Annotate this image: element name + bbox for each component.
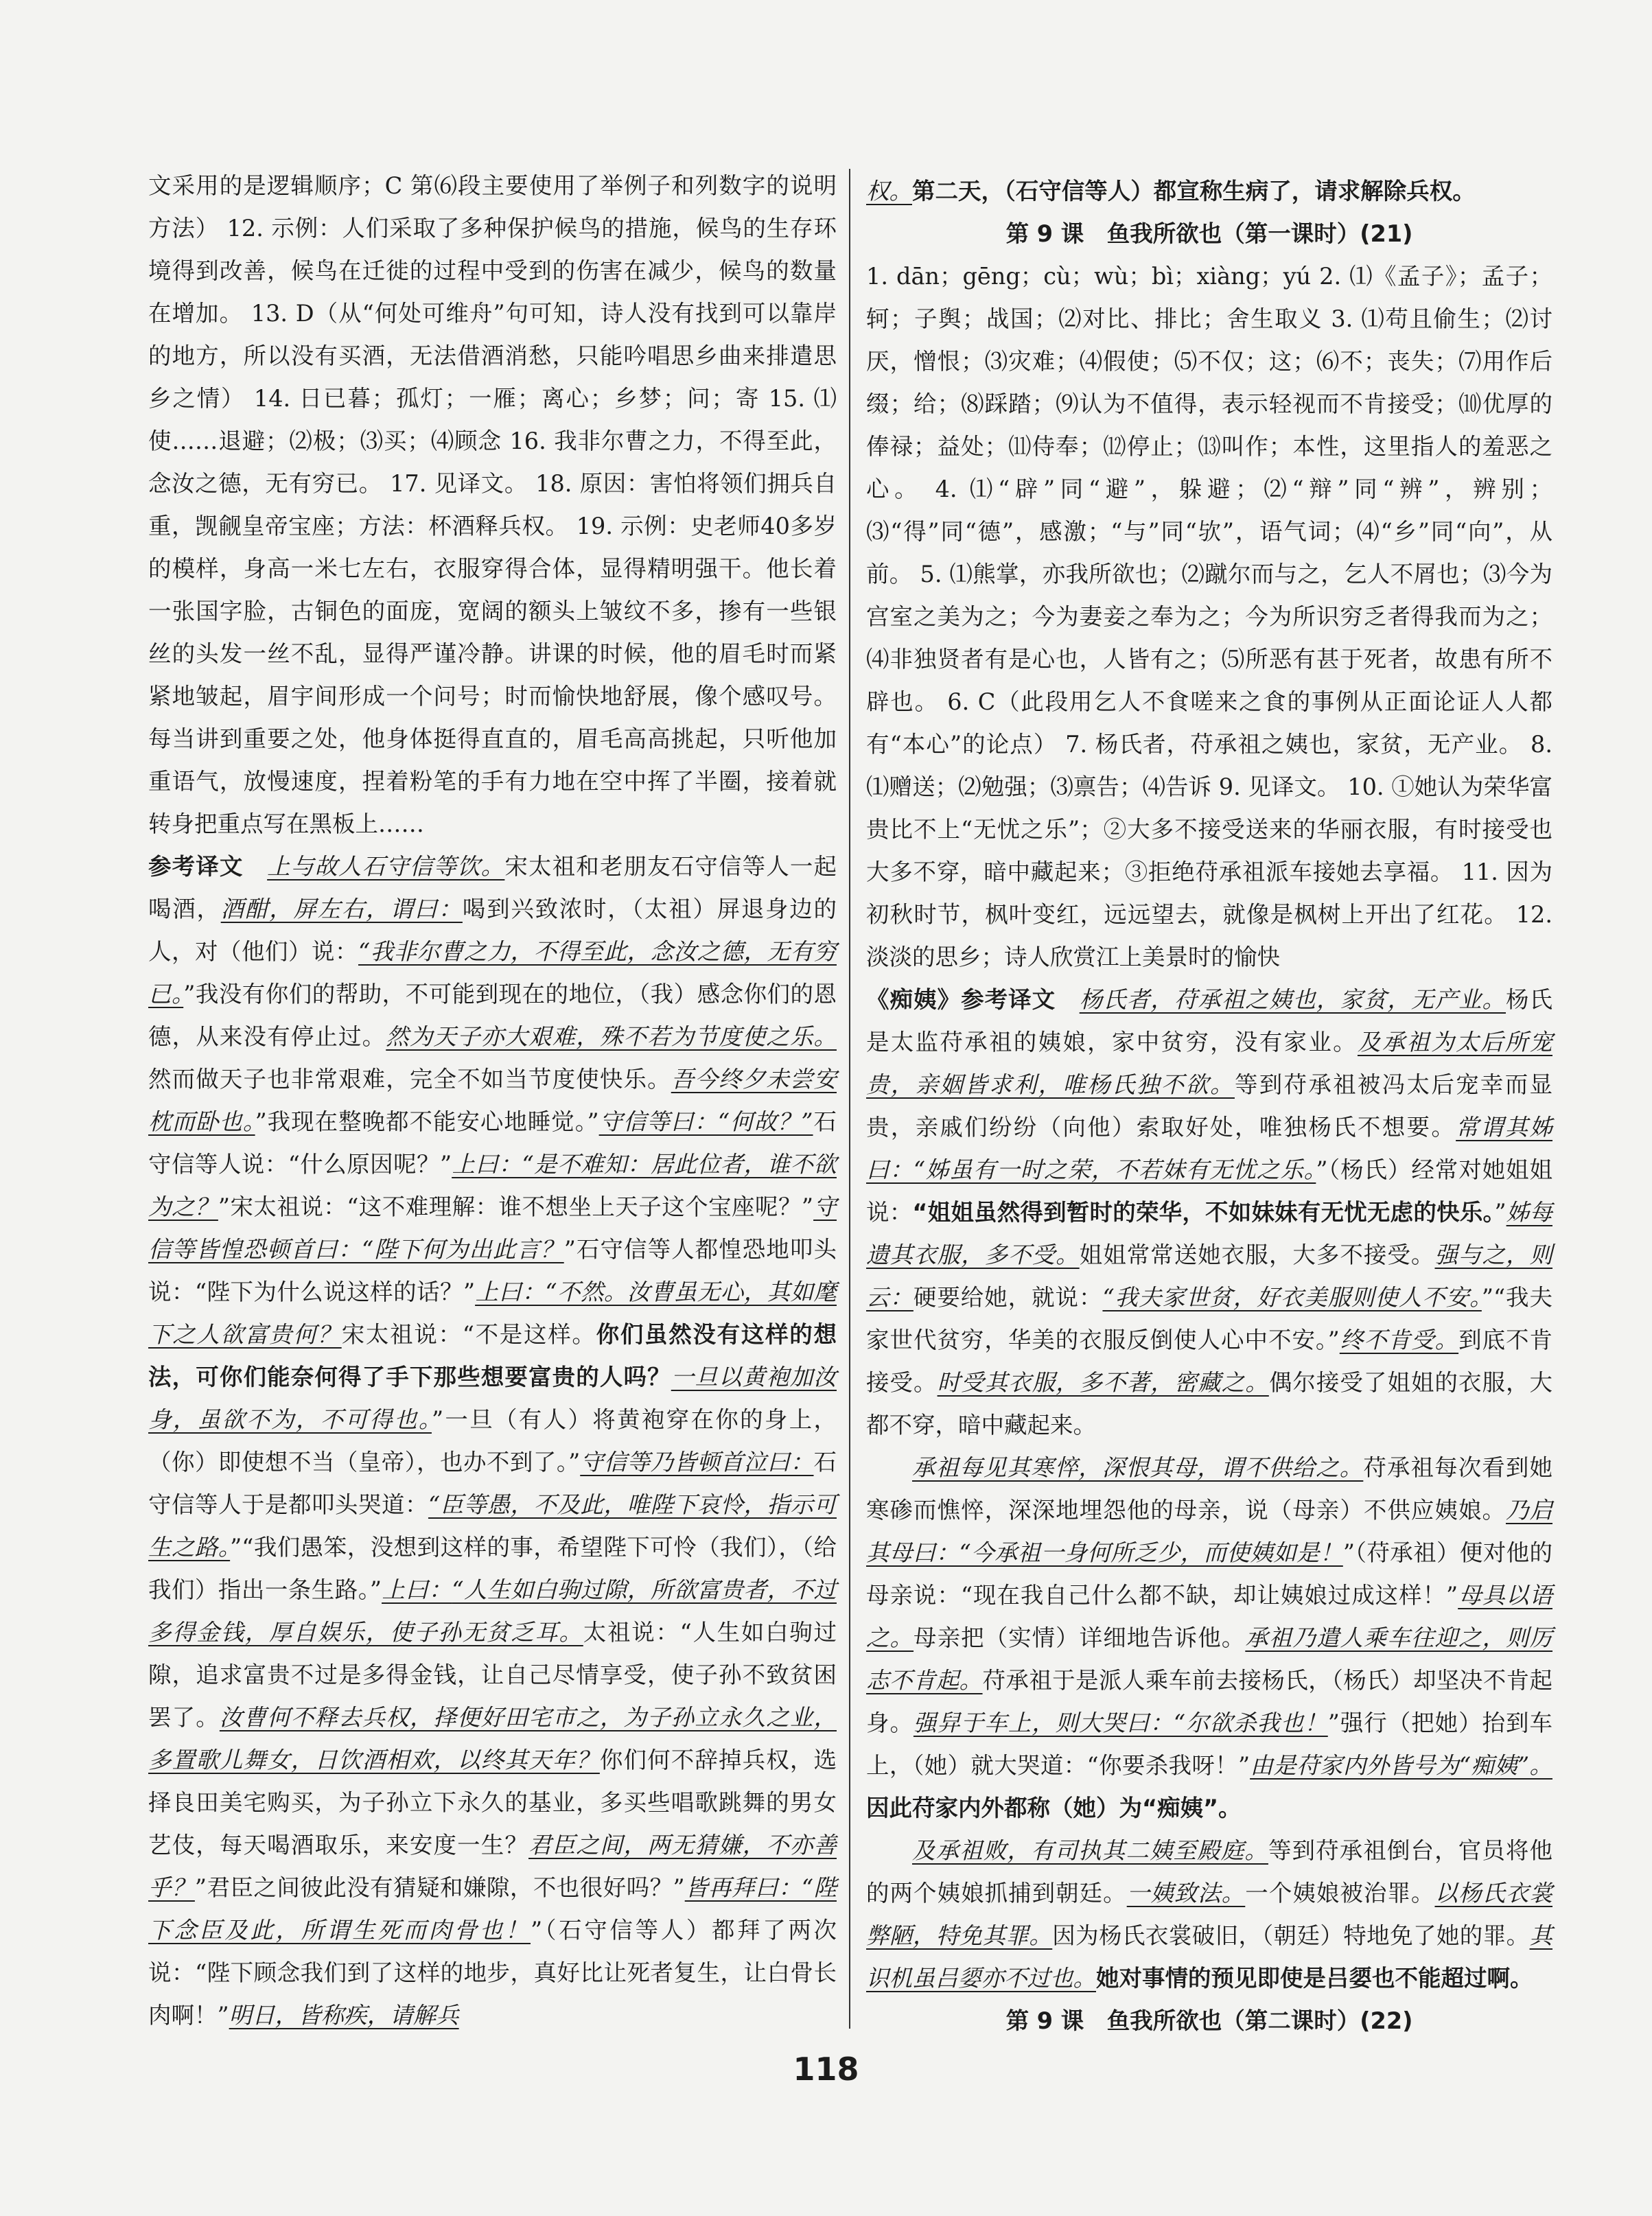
lesson-heading-1: 第 9 课 鱼我所欲也（第一课时）(21) (1005, 220, 1413, 247)
translation-continued: 权。第二天，（石守信等人）都宣称生病了，请求解除兵权。 (866, 178, 1476, 205)
aunt-translation: 《痴姨》参考译文 杨氏者，苻承祖之姨也，家贫，无产业。杨氏是太监苻承祖的姨娘，家中贫穷，没有家业。及承祖为太后所宠贵，亲姻皆求利，唯杨氏独不欲。等到苻承祖被冯太后宠幸而显贵，亲戚们纷纷（向他）索取好处，唯独杨氏不想要。常谓其姊曰：“姊虽有一时之荣，不若妹有无忧之乐。”（杨氏）经常对她姐姐说：“姐姐虽然得到暂时的荣华，不如妹妹有无忧无虑的快乐。”姊每遗其衣服，多不受。姐姐常常送她衣服，大多不接受。强与之，则云：硬要给她，就说：“我夫家世贫，好衣美服则使人不安。”“我夫家世代贫穷，华美的衣服反倒使人心中不安。”终不肯受。到底不肯接受。时受其衣服，多不著，密藏之。偶尔接受了姐姐的衣服，大都不穿，暗中藏起来。 (866, 986, 1553, 1438)
left-column (148, 165, 837, 2037)
aunt-paragraph-3: 及承祖败，有司执其二姨至殿庭。等到苻承祖倒台，官员将他的两个姨娘抓捕到朝廷。一姨致法。一个姨娘被治罪。以杨氏衣裳弊陋，特免其罪。因为杨氏衣裳破旧，（朝廷）特地免了她的罪。其识机虽吕媭亦不过也。她对事情的预见即使是吕媭也不能超过啊。 (866, 1837, 1553, 1992)
aunt-paragraph-2: 承祖每见其寒悴，深恨其母，谓不供给之。苻承祖每次看到她寒碜而憔悴，深深地埋怨他的母亲，说（母亲）不供应姨娘。乃启其母曰：“今承祖一身何所乏少，而使姨如是！”（苻承祖）便对他的母亲说：“现在我自己什么都不缺，却让姨娘过成这样！”母具以语之。母亲把（实情）详细地告诉他。承祖乃遣人乘车往迎之，则厉志不肯起。苻承祖于是派人乘车前去接杨氏，（杨氏）却坚决不肯起身。强舁于车上，则大哭曰：“尔欲杀我也！”强行（把她）抬到车上，（她）就大哭道：“你要杀我呀！”由是苻家内外皆号为“痴姨”。因此苻家内外都称（她）为“痴姨”。 (866, 1454, 1553, 1821)
reference-translation: 参考译文 上与故人石守信等饮。宋太祖和老朋友石守信等人一起喝酒，酒酣，屏左右，谓曰：喝到兴致浓时，（太祖）屏退身边的人，对（他们）说：“我非尔曹之力，不得至此，念汝之德，无有穷已。”我没有你们的帮助，不可能到现在的地位，（我）感念你们的恩德，从来没有停止过。然为天子亦大艰难，殊不若为节度使之乐。然而做天子也非常艰难，完全不如当节度使快乐。吾今终夕未尝安枕而卧也。”我现在整晚都不能安心地睡觉。”守信等曰：“何故？”石守信等人说：“什么原因呢？”上曰：“是不难知：居此位者，谁不欲为之？”宋太祖说：“这不难理解：谁不想坐上天子这个宝座呢？”守信等皆惶恐顿首曰：“陛下何为出此言？”石守信等人都惶恐地叩头说：“陛下为什么说这样的话？”上曰：“不然。汝曹虽无心，其如麾下之人欲富贵何？宋太祖说：“不是这样。你们虽然没有这样的想法，可你们能奈何得了手下那些想要富贵的人吗？一旦以黄袍加汝身，虽欲不为，不可得也。”一旦（有人）将黄袍穿在你的身上，（你）即使想不当（皇帝），也办不到了。”守信等乃皆顿首泣曰：石守信等人于是都叩头哭道：“臣等愚，不及此，唯陛下哀怜，指示可生之路。”“我们愚笨，没想到这样的事，希望陛下可怜（我们），（给我们）指出一条生路。”上曰：“人生如白驹过隙，所欲富贵者，不过多得金钱，厚自娱乐，使子孙无贫乏耳。太祖说：“人生如白驹过隙，追求富贵不过是多得金钱，让自己尽情享受，使子孙不致贫困罢了。汝曹何不释去兵权，择便好田宅市之，为子孙立永久之业，多置歌儿舞女，日饮酒相欢，以终其天年？你们何不辞掉兵权，选择良田美宅购买，为子孙立下永久的基业，多买些唱歌跳舞的男女艺伎，每天喝酒取乐，来安度一生？君臣之间，两无猜嫌，不亦善乎？”君臣之间彼此没有猜疑和嫌隙，不也很好吗？”皆再拜曰：“陛下念臣及此，所谓生死而肉骨也！”（石守信等人）都拜了两次说：“陛下顾念我们到了这样的地步，真好比让死者复生，让白骨长肉啊！”明日，皆称疾，请解兵 (148, 853, 837, 2029)
answer-block-right: 1. dān；gēng；cù；wù；bì；xiàng；yú 2. ⑴《孟子》；孟子；轲；子舆；战国；⑵对比、排比；舍生取义 3. ⑴苟且偷生；⑵讨厌，憎恨；⑶灾难；⑷假使；⑸不仅；这；⑹不；丧失；⑺用作后缀；给；⑻踩踏；⑼认为不值得，表示轻视而不肯接受；⑽优厚的俸禄；益处；⑾侍奉；⑿停止；⒀叫作；本性，这里指人的羞恶之心。 4. ⑴“辟”同“避”，躲避；⑵“辩”同“辨”，辨别；⑶“得”同“德”，感激；“与”同“欤”，语气词；⑷“乡”同“向”，从前。 5. ⑴熊掌，亦我所欲也；⑵蹴尔而与之，乞人不屑也；⑶今为宫室之美为之；今为妻妾之奉为之；今为所识穷乏者得我而为之；⑷非独贤者有是心也，人皆有之；⑸所恶有甚于死者，故患有所不辟也。 6. C（此段用乞人不食嗟来之食的事例从正面论证人人都有“本心”的论点） 7. 杨氏者，苻承祖之姨也，家贫，无产业。 8. ⑴赠送；⑵勉强；⑶禀告；⑷告诉 9. 见译文。 10. ①她认为荣华富贵比不上“无忧之乐”；②大多不接受送来的华丽衣服，有时接受也大多不穿，暗中藏起来；③拒绝苻承祖派车接她去享福。 11. 因为初秋时节，枫叶变红，远远望去，就像是枫树上开出了红花。 12. 淡淡的思乡；诗人欣赏江上美景时的愉快 (866, 263, 1552, 970)
aunt-label: 《痴姨》参考译文 (866, 986, 1056, 1013)
column-divider (849, 169, 850, 2029)
lesson-heading-2: 第 9 课 鱼我所欲也（第二课时）(22) (1005, 2007, 1413, 2034)
ref-label: 参考译文 (148, 853, 244, 880)
answer-block-left: 文采用的是逻辑顺序；C 第⑹段主要使用了举例子和列数字的说明方法） 12. 示例：人们采取了多种保护候鸟的措施，候鸟的生存环境得到改善，候鸟在迁徙的过程中受到的伤害在减少，候鸟的数量在增加。 13. D（从“何处可维舟”句可知，诗人没有找到可以靠岸的地方，所以没有买酒，无法借酒消愁，只能吟唱思乡曲来排遣思乡之情） 14. 日已暮；孤灯；一雁；离心；乡梦；问；寄 15. ⑴使……退避；⑵极；⑶买；⑷顾念 16. 我非尔曹之力，不得至此，念汝之德，无有穷已。 17. 见译文。 18. 原因：害怕将领们拥兵自重，觊觎皇帝宝座；方法：杯酒释兵权。 19. 示例：史老师40多岁的模样，身高一米七左右，衣服穿得合体，显得精明强干。他长着一张国字脸，古铜色的面庞，宽阔的额头上皱纹不多，掺有一些银丝的头发一丝不乱，显得严谨冷静。讲课的时候，他的眉毛时而紧紧地皱起，眉宇间形成一个问号；时而愉快地舒展，像个感叹号。每当讲到重要之处，他身体挺得直直的，眉毛高高挑起，只听他加重语气，放慢速度，捏着粉笔的手有力地在空中挥了半圈，接着就转身把重点写在黑板上…… (148, 172, 837, 837)
page-number: 118 (793, 2051, 859, 2088)
right-column (866, 170, 1552, 2042)
